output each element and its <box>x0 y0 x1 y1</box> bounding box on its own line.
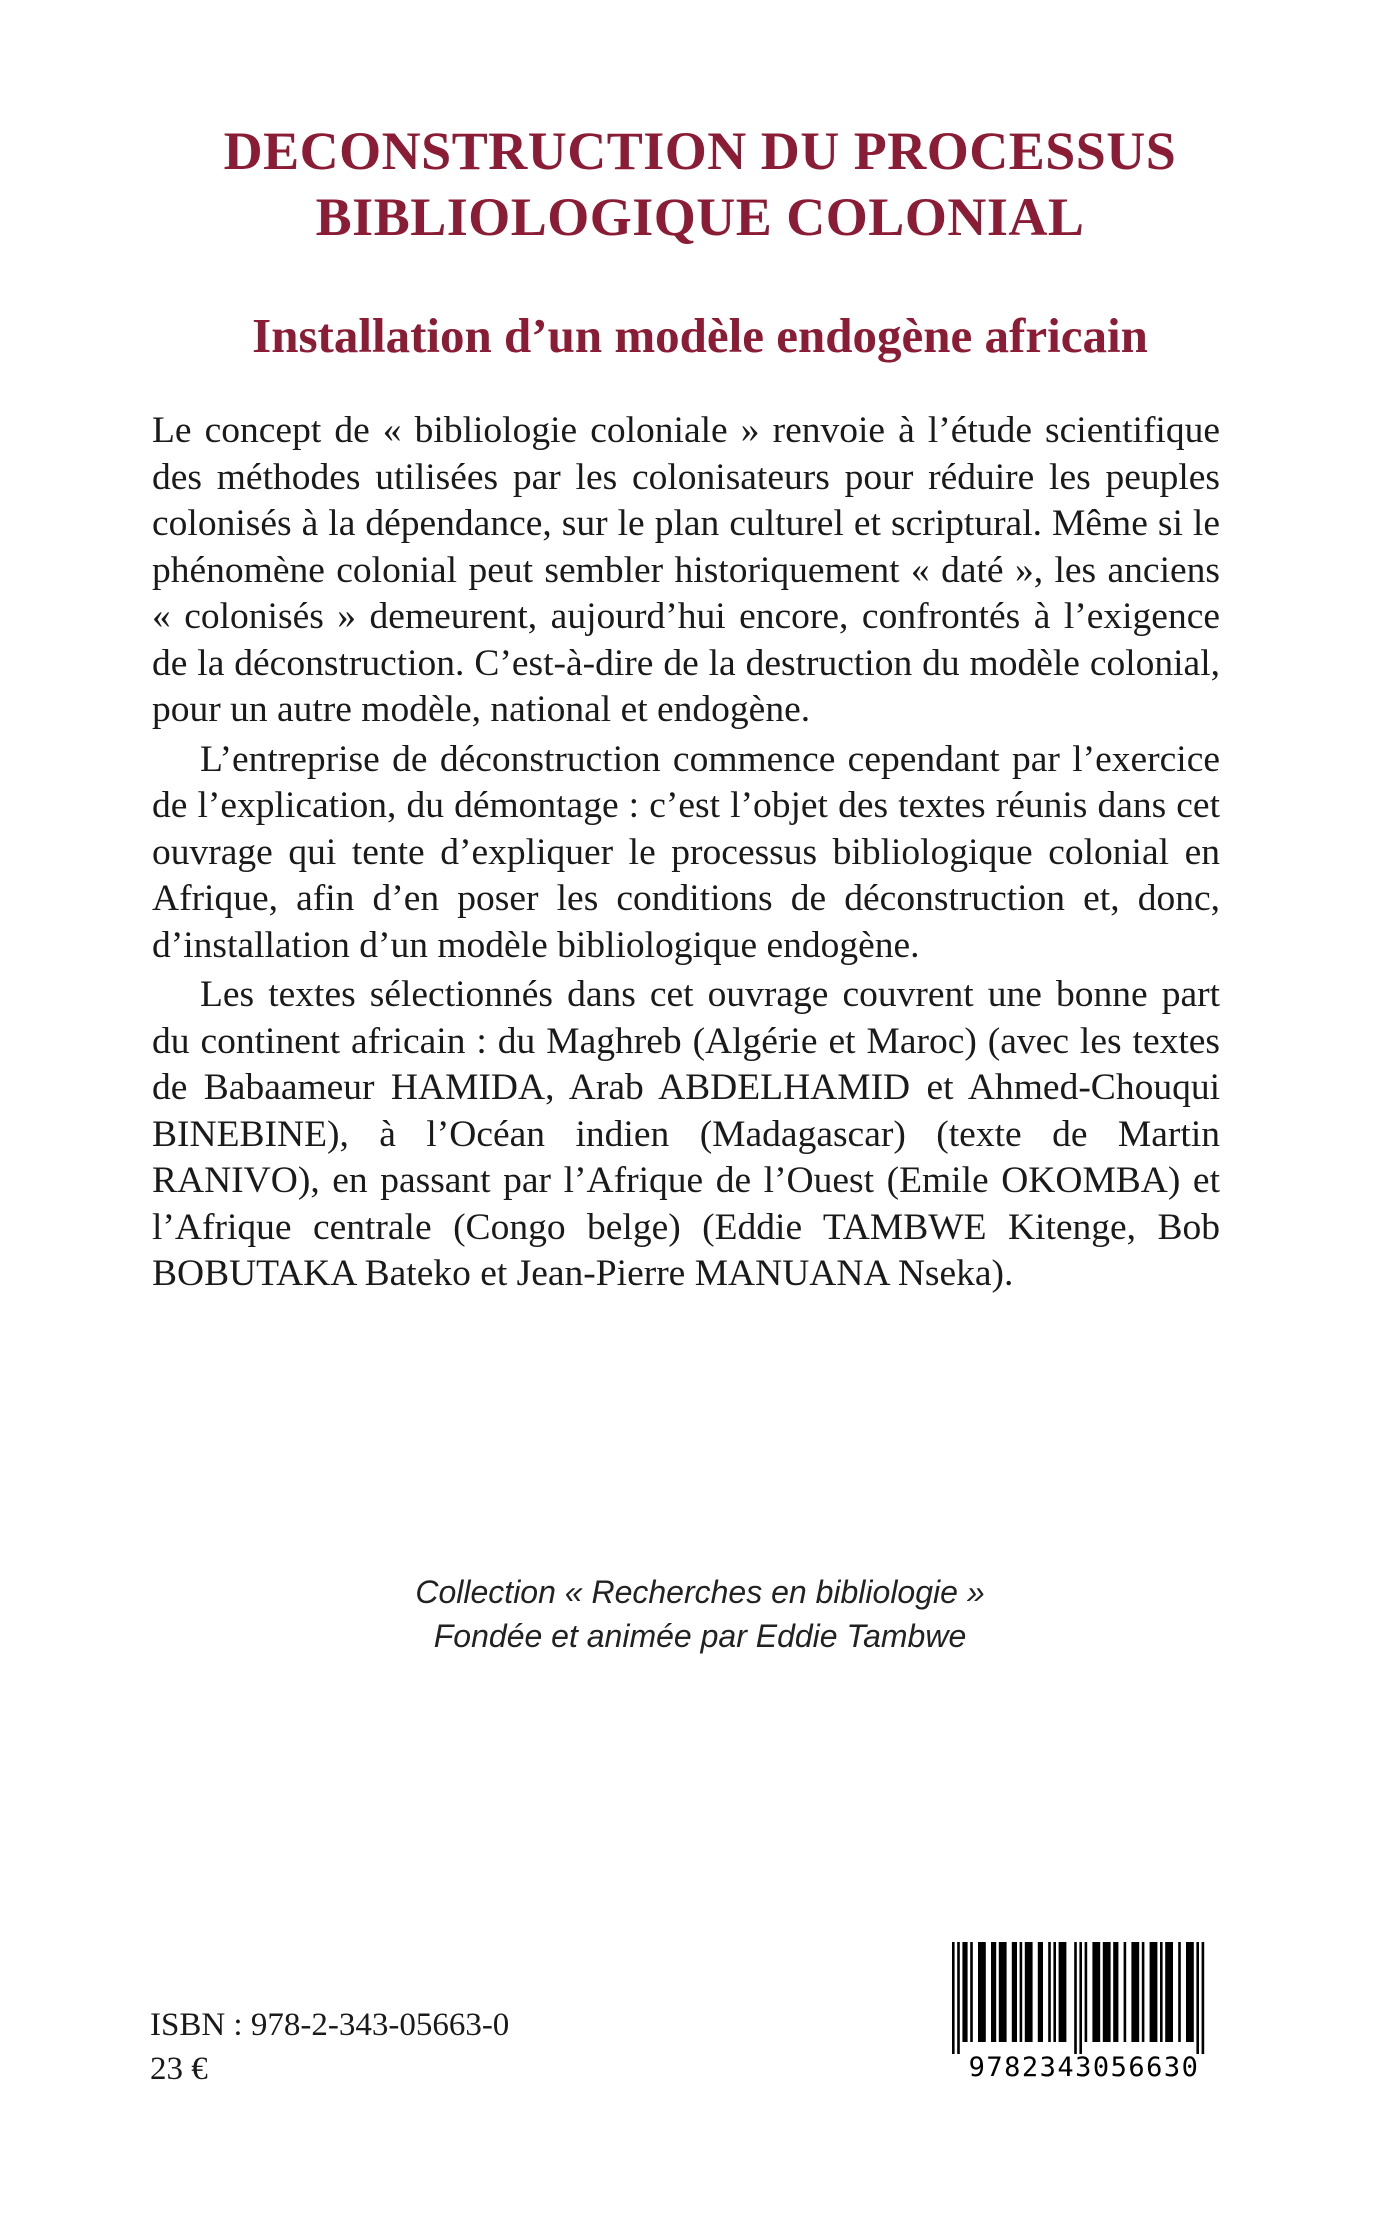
barcode-bar <box>1131 1942 1139 2042</box>
barcode-bar <box>1113 1942 1118 2042</box>
blurb-paragraph-2: L’entreprise de déconstruction commence cependant par l’exercice de l’explication, du démontage : c’est l’objet des textes réunis dans cet ouvrage qui tente d’expliquer le processus bibliologique colonial en Afrique, afin d’en poser les conditions de déconstruction et, donc, d’installation d’un modèle bibliologique endogène. <box>152 738 1220 966</box>
book-subtitle: Installation d’un modèle endogène africain <box>252 308 1148 363</box>
barcode-bar <box>1074 1942 1077 2054</box>
barcode-bars-icon <box>948 1942 1220 2054</box>
barcode-bar <box>999 1942 1007 2042</box>
book-title <box>100 118 1300 250</box>
barcode-bar <box>1085 1942 1088 2042</box>
barcode-bar <box>970 1942 973 2042</box>
barcode-bar <box>1012 1942 1017 2042</box>
barcode-bar <box>1038 1942 1043 2042</box>
barcode <box>948 1942 1220 2094</box>
barcode-bar <box>1103 1942 1111 2042</box>
barcode-bar <box>1025 1942 1033 2042</box>
barcode-bar <box>978 1942 986 2042</box>
barcode-bar <box>1079 1942 1082 2054</box>
barcode-bar <box>1059 1942 1067 2042</box>
barcode-bar <box>1165 1942 1173 2042</box>
barcode-digits: 9782343056630 <box>968 2052 1200 2083</box>
title-line-2: BIBLIOLOGIQUE COLONIAL <box>315 187 1085 247</box>
isbn: ISBN : 978-2-343-05663-0 <box>150 2007 510 2043</box>
barcode-bar <box>1160 1942 1163 2042</box>
barcode-bar <box>1048 1942 1051 2042</box>
barcode-bar <box>1150 1942 1158 2042</box>
price: 23 € <box>150 2051 208 2087</box>
barcode-bar <box>1124 1942 1127 2042</box>
barcode-bar <box>957 1942 960 2054</box>
collection-info <box>200 1570 1200 1658</box>
barcode-bar <box>952 1942 955 2054</box>
blurb-paragraph-3: Les textes sélectionnés dans cet ouvrage couvrent une bonne part du continent africain : du Maghreb (Algérie et Maroc) (avec les textes de Babaameur HAMIDA, Arab ABDELHAMID et Ahmed-Chouqui BINEBINE), à l’Océan indien (Madagascar) (texte de Martin RANIVO), en passant par l’Afrique de l’Ouest (Emile OKOMBA) et l’Afrique centrale (Congo belge) (Eddie TAMBWE Kitenge, Bob BOBUTAKA Bateko et Jean-Pierre MANUANA Nseka). <box>152 974 1220 1294</box>
blurb-paragraph-1: Le concept de « bibliologie coloniale » renvoie à l’étude scientifique des méthodes utilisées par les colonisateurs pour réduire les peuples colonisés à la dépendance, sur le plan culturel et scriptural. Même si le phénomène colonial peut sembler historiquement « daté », les anciens « colonisés » demeurent, aujourd’hui encore, confrontés à l’exigence de la déconstruction. C’est-à-dire de la destruction du modèle colonial, pour un autre modèle, national et endogène. <box>152 410 1220 730</box>
barcode-bar <box>1202 1942 1205 2054</box>
barcode-bar <box>1020 1942 1023 2042</box>
blurb <box>152 408 1220 1298</box>
collection-name: Collection « Recherches en bibliologie » <box>415 1574 985 1610</box>
barcode-bar <box>991 1942 996 2042</box>
barcode-bar <box>1178 1942 1181 2042</box>
barcode-bar <box>1053 1942 1056 2042</box>
title-line-1: DECONSTRUCTION DU PROCESSUS <box>223 121 1177 181</box>
barcode-bar <box>962 1942 967 2042</box>
barcode-bar <box>1186 1942 1194 2042</box>
barcode-bar <box>1142 1942 1145 2042</box>
barcode-bar <box>1092 1942 1100 2042</box>
collection-founder: Fondée et animée par Eddie Tambwe <box>433 1618 967 1654</box>
barcode-bar <box>1196 1942 1199 2054</box>
